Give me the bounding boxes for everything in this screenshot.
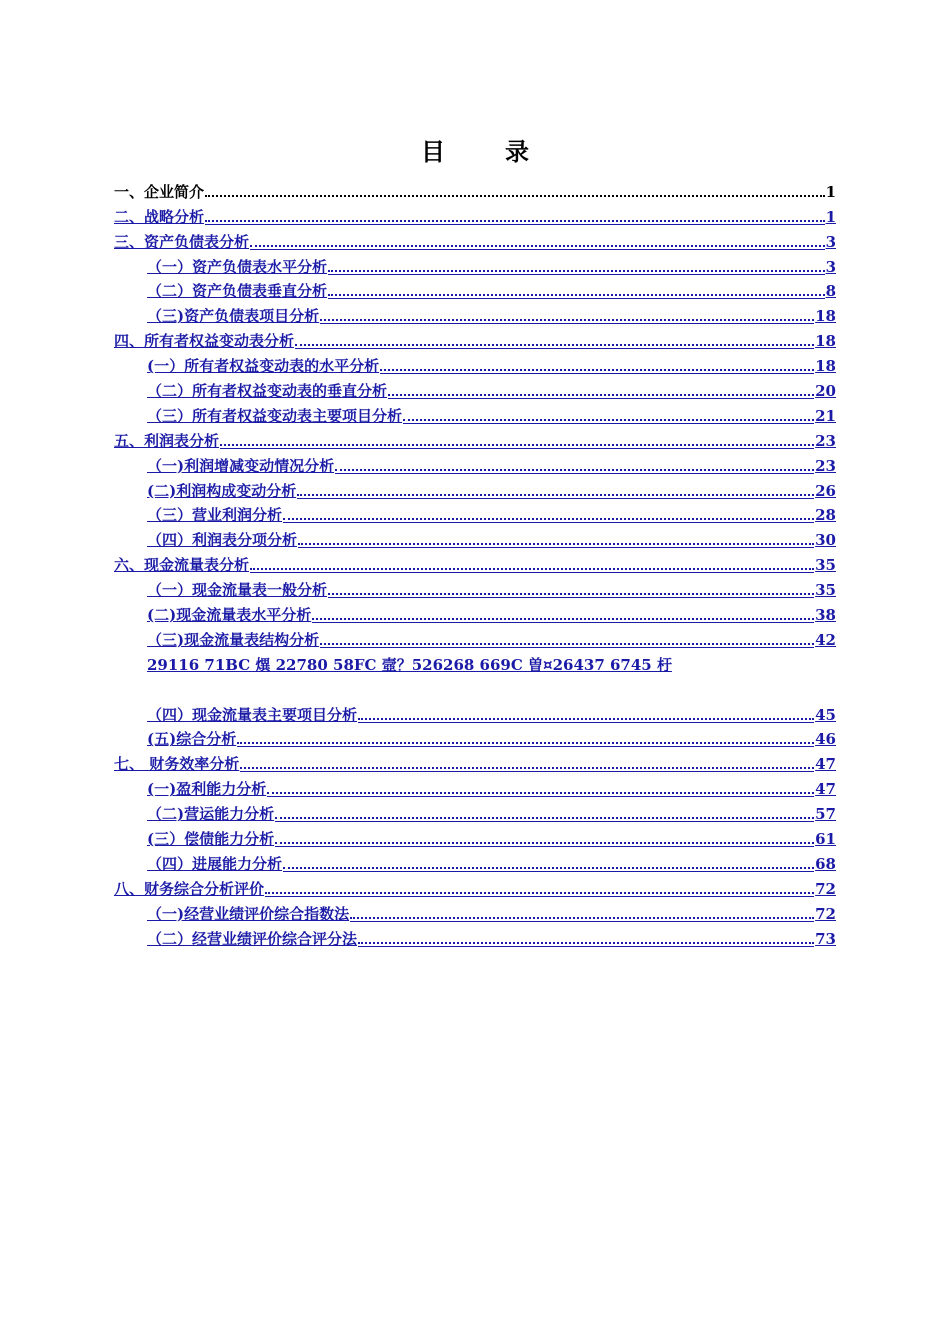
toc-entry-label: （二）资产负债表垂直分析 [147, 282, 328, 301]
dot-leader [220, 442, 814, 446]
toc-entry-page: 73 [815, 929, 836, 948]
toc-entry-page: 72 [815, 879, 836, 898]
toc-entry[interactable] [114, 898, 836, 923]
dot-leader [275, 815, 814, 819]
toc-entry-page: 8 [825, 282, 836, 301]
dot-leader [295, 342, 814, 346]
toc-entry[interactable] [114, 226, 836, 251]
toc-entry[interactable] [114, 350, 836, 375]
dot-leader [297, 492, 814, 496]
toc-entry-page: 3 [825, 257, 836, 276]
toc-entry-page: 45 [815, 705, 836, 724]
toc-entry-label: 六、现金流量表分析 [114, 556, 250, 575]
dot-leader [283, 865, 814, 869]
toc-entry-page: 35 [815, 556, 836, 575]
toc-entry[interactable] [114, 400, 836, 425]
toc-entry-label: （三）营业利润分析 [147, 506, 283, 525]
toc-entry-label: （三）所有者权益变动表主要项目分析 [147, 406, 403, 425]
toc-entry[interactable] [114, 748, 836, 773]
dot-leader [267, 790, 814, 794]
toc-entry-page: 18 [815, 357, 836, 376]
toc-entry[interactable] [114, 300, 836, 325]
blank-line [114, 674, 836, 699]
dot-leader [237, 740, 814, 744]
toc-entry-label: (三）偿债能力分析 [147, 830, 275, 849]
toc-entry[interactable] [114, 201, 836, 226]
toc-entry-label: 八、财务综合分析评价 [114, 879, 265, 898]
toc-entry-label: （四）利润表分项分析 [147, 531, 298, 550]
toc-list [114, 176, 836, 948]
toc-entry[interactable] [114, 574, 836, 599]
dot-leader [320, 317, 814, 321]
dot-leader [328, 292, 825, 296]
toc-entry[interactable] [114, 624, 836, 649]
toc-entry[interactable] [114, 699, 836, 724]
toc-entry-label: (二)现金流量表水平分析 [147, 606, 312, 625]
toc-entry-page: 28 [815, 506, 836, 525]
toc-entry-page: 18 [815, 332, 836, 351]
dot-leader [328, 268, 825, 272]
toc-entry-page: 46 [815, 730, 836, 749]
toc-entry[interactable] [114, 425, 836, 450]
toc-entry-page: 57 [815, 805, 836, 824]
toc-entry[interactable] [114, 276, 836, 301]
toc-entry-page: 61 [815, 830, 836, 849]
toc-entry-page: 3 [825, 232, 836, 251]
toc-entry-label: (一）所有者权益变动表的水平分析 [147, 357, 380, 376]
toc-entry-label: 二、战略分析 [114, 207, 205, 226]
dot-leader [250, 243, 825, 247]
toc-entry-label: 一、企业简介 [114, 182, 205, 201]
toc-entry[interactable] [114, 375, 836, 400]
toc-entry-label: (一)盈利能力分析 [147, 780, 267, 799]
toc-entry[interactable] [114, 475, 836, 500]
toc-entry[interactable] [114, 176, 836, 201]
toc-entry-label: （二）经营业绩评价综合评分法 [147, 929, 358, 948]
toc-entry-label: （一)利润增减变动情况分析 [147, 456, 335, 475]
toc-entry-page: 47 [815, 780, 836, 799]
dot-leader [388, 392, 814, 396]
toc-title: 目 录 [421, 137, 547, 166]
toc-entry-label: （一)经营业绩评价综合指数法 [147, 904, 350, 923]
toc-entry-label: 四、所有者权益变动表分析 [114, 332, 295, 351]
dot-leader [312, 616, 814, 620]
toc-entry-label: （三)现金流量表结构分析 [147, 630, 320, 649]
dot-leader [335, 467, 814, 471]
toc-entry-page: 18 [815, 307, 836, 326]
toc-entry-page: 21 [815, 406, 836, 425]
toc-entry-page: 68 [815, 854, 836, 873]
dot-leader [403, 417, 814, 421]
toc-entry-label: 七、 财务效率分析 [114, 755, 240, 774]
toc-entry-label: 三、资产负债表分析 [114, 232, 250, 251]
toc-entry-label: （三)资产负债表项目分析 [147, 307, 320, 326]
toc-entry-label: 五、利润表分析 [114, 431, 220, 450]
toc-entry-page: 30 [815, 531, 836, 550]
toc-entry-page: 38 [815, 606, 836, 625]
toc-entry[interactable] [114, 524, 836, 549]
toc-entry-label: （一）现金流量表一般分析 [147, 581, 328, 600]
toc-entry[interactable] [114, 923, 836, 948]
toc-entry-page: 1 [825, 182, 836, 201]
toc-entry-page: 35 [815, 581, 836, 600]
toc-entry[interactable] [114, 599, 836, 624]
toc-entry[interactable] [114, 549, 836, 574]
dot-leader [250, 566, 814, 570]
toc-entry-page: 23 [815, 456, 836, 475]
toc-entry[interactable] [114, 325, 836, 350]
toc-entry-label: （四）现金流量表主要项目分析 [147, 705, 358, 724]
toc-entry[interactable] [114, 798, 836, 823]
toc-entry[interactable] [114, 251, 836, 276]
toc-entry-page: 72 [815, 904, 836, 923]
toc-entry-page: 20 [815, 382, 836, 401]
toc-entry-page: 42 [815, 630, 836, 649]
dot-leader [298, 541, 814, 545]
toc-entry[interactable] [114, 773, 836, 798]
dot-leader [320, 641, 814, 645]
toc-entry[interactable] [114, 823, 836, 848]
toc-entry[interactable] [114, 724, 836, 749]
garbled-text-label: 29116 71BC 熼 22780 58FC 壼？526268 669C 曽¤26437 6745 杅 [147, 655, 672, 674]
garbled-text-line[interactable] [114, 649, 836, 674]
dot-leader [358, 940, 814, 944]
dot-leader [275, 840, 814, 844]
dot-leader [328, 591, 814, 595]
dot-leader [265, 890, 814, 894]
toc-entry-label: （二）所有者权益变动表的垂直分析 [147, 382, 388, 401]
toc-entry-page: 1 [825, 207, 836, 226]
toc-entry-page: 26 [815, 481, 836, 500]
toc-entry-label: (二)利润构成变动分析 [147, 481, 297, 500]
toc-entry[interactable] [114, 450, 836, 475]
dot-leader [205, 193, 825, 197]
dot-leader [283, 516, 814, 520]
toc-entry[interactable] [114, 500, 836, 525]
dot-leader [240, 765, 814, 769]
toc-entry-page: 47 [815, 755, 836, 774]
dot-leader [205, 218, 825, 222]
toc-entry-label: (五)综合分析 [147, 730, 237, 749]
toc-entry-page: 23 [815, 431, 836, 450]
dot-leader [380, 367, 814, 371]
toc-entry[interactable] [114, 873, 836, 898]
dot-leader [350, 915, 814, 919]
toc-entry-label: （四）进展能力分析 [147, 854, 283, 873]
toc-entry[interactable] [114, 848, 836, 873]
toc-entry-label: （一）资产负债表水平分析 [147, 257, 328, 276]
dot-leader [358, 716, 814, 720]
toc-entry-label: （二)营运能力分析 [147, 805, 275, 824]
